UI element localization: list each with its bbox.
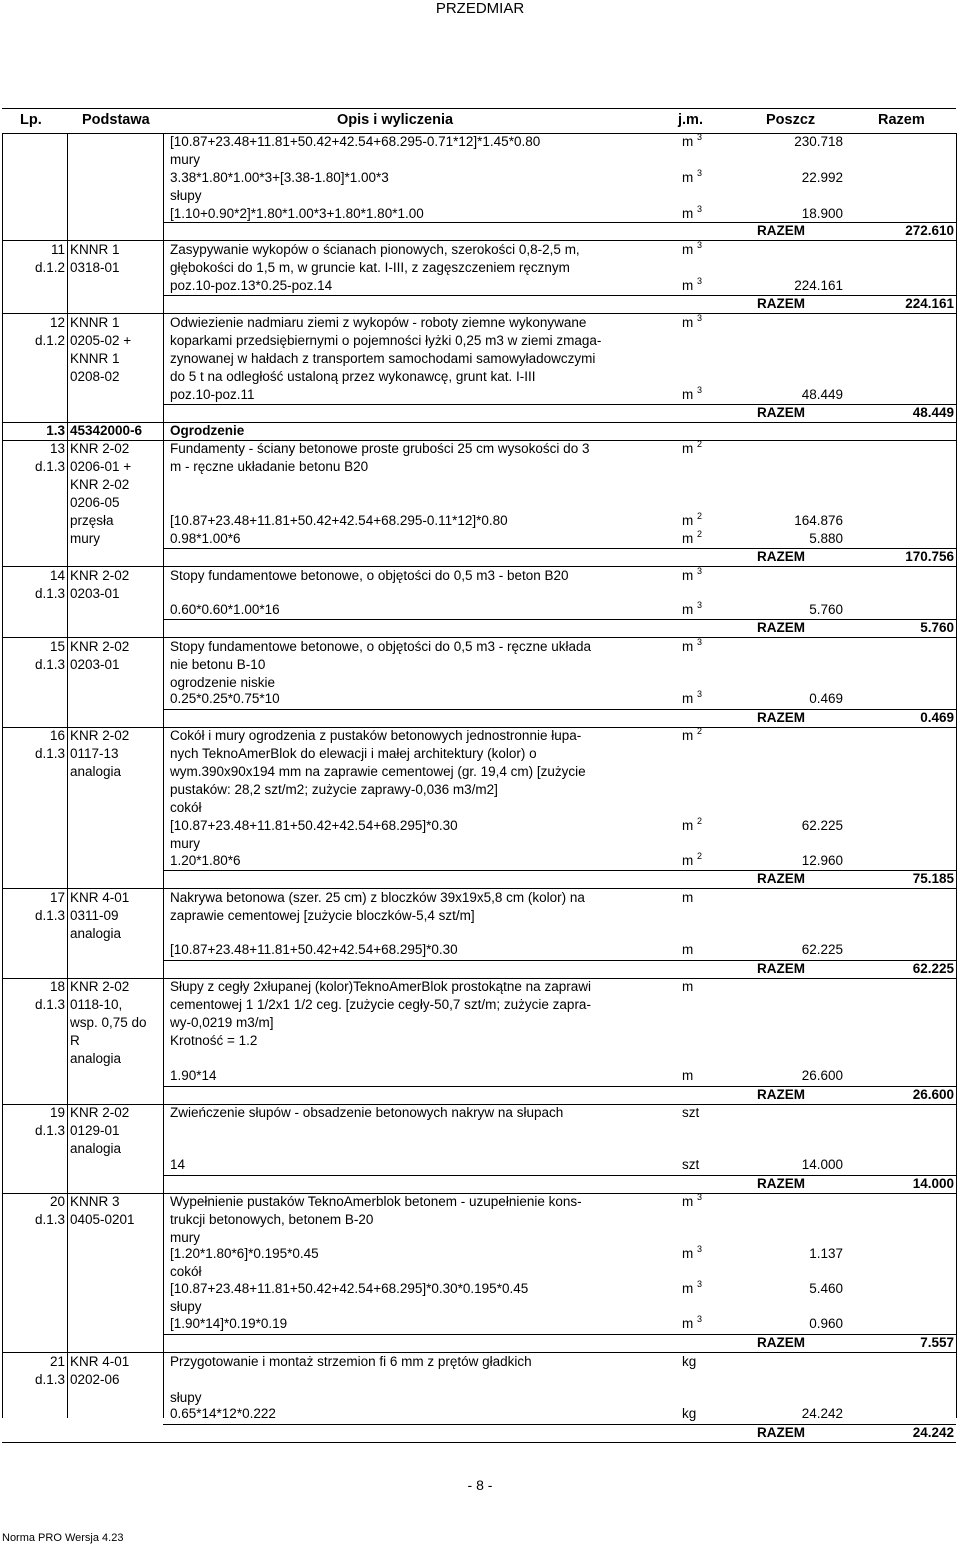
row-description: słupy	[170, 1390, 202, 1405]
row-description: [10.87+23.48+11.81+50.42+42.54+68.295]*0.30	[170, 818, 458, 833]
row-description: do 5 t na odległość ustaloną przez wykonawcę, grunt kat. I-III	[170, 369, 536, 384]
row-lp: 1.3	[46, 423, 65, 438]
row-lp: d.1.3	[34, 1123, 65, 1138]
item-rule	[2, 1442, 956, 1443]
row-description: koparkami przedsiębiernymi o pojemności łyżki 0,25 m3 w ziemi zmaga-	[170, 333, 602, 348]
row-podstawa: mury	[70, 531, 100, 546]
row-unit: szt	[682, 1105, 700, 1120]
row-lp: 11	[50, 242, 65, 257]
row-unit: m	[682, 890, 694, 905]
row-quantity: 62.225	[801, 818, 843, 833]
row-quantity: 5.880	[809, 531, 843, 546]
row-podstawa: analogia	[70, 1141, 122, 1156]
row-description: [10.87+23.48+11.81+50.42+42.54+68.295]*0.30*0.195*0.45	[170, 1281, 529, 1296]
razem-total: 224.161	[905, 296, 954, 311]
row-description: wy-0,0219 m3/m]	[170, 1015, 274, 1030]
row-description: [10.87+23.48+11.81+50.42+42.54+68.295-0.71*12]*1.45*0.80	[170, 134, 541, 149]
row-lp: 13	[49, 441, 65, 456]
subtotal-rule	[163, 960, 956, 961]
row-description: Słupy z cegły 2xłupanej (kolor)TeknoAmerBlok prostokątne na zaprawi	[170, 979, 591, 994]
subtotal-rule	[163, 404, 956, 405]
row-lp: d.1.2	[34, 260, 65, 275]
row-podstawa: KNR 2-02	[70, 1105, 130, 1120]
subtotal-rule	[163, 548, 956, 549]
row-description: nych TeknoAmerBlok do elewacji i małej architektury (kolor) o	[170, 746, 537, 761]
row-lp: d.1.3	[34, 459, 65, 474]
razem-total: 5.760	[920, 620, 954, 635]
row-unit: m $^3$	[682, 167, 703, 185]
header-jm: j.m.	[678, 112, 703, 128]
row-podstawa: analogia	[70, 764, 122, 779]
row-quantity: 0.469	[809, 691, 843, 706]
row-description: cokół	[170, 800, 202, 815]
razem-total: 24.242	[912, 1425, 954, 1440]
row-podstawa: KNNR 3	[70, 1194, 120, 1209]
row-unit: m $^3$	[682, 636, 703, 654]
row-quantity: 5.760	[809, 602, 843, 617]
row-podstawa: 0206-05	[70, 495, 120, 510]
razem-label: RAZEM	[757, 549, 805, 564]
row-description: 0.98*1.00*6	[170, 531, 241, 546]
row-unit: kg	[682, 1354, 697, 1369]
row-description: zynowanej w hałdach z transportem samochodami samowyładowczymi	[170, 351, 596, 366]
razem-total: 48.449	[912, 405, 954, 420]
row-unit: m $^2$	[682, 815, 703, 833]
razem-label: RAZEM	[757, 405, 805, 420]
row-unit: m $^3$	[682, 688, 703, 706]
row-description: 1.90*14	[170, 1068, 217, 1083]
row-unit: m	[682, 979, 694, 994]
row-unit: szt	[682, 1157, 700, 1172]
row-unit: m $^3$	[682, 1313, 703, 1331]
row-unit: m $^3$	[682, 1243, 703, 1261]
row-unit: m	[682, 942, 694, 957]
subtotal-rule	[163, 619, 956, 620]
row-unit: m $^2$	[682, 528, 703, 546]
row-quantity: 22.992	[801, 170, 843, 185]
row-podstawa: KNNR 1	[70, 351, 120, 366]
row-unit: m $^3$	[682, 1191, 703, 1209]
table-header	[2, 108, 956, 134]
razem-total: 62.225	[912, 961, 954, 976]
row-description: 0.25*0.25*0.75*10	[170, 691, 280, 706]
row-quantity: 62.225	[801, 942, 843, 957]
razem-label: RAZEM	[757, 1335, 805, 1350]
row-description: [1.90*14]*0.19*0.19	[170, 1316, 288, 1331]
column-divider	[956, 133, 957, 1418]
row-unit: m $^2$	[682, 438, 703, 456]
header-poszcz: Poszcz	[766, 112, 816, 128]
header-podstawa: Podstawa	[82, 112, 150, 128]
razem-total: 170.756	[905, 549, 954, 564]
row-unit: m $^2$	[682, 725, 703, 743]
subtotal-rule	[163, 1175, 956, 1176]
header-lp: Lp.	[20, 112, 42, 128]
row-lp: d.1.3	[34, 997, 65, 1012]
page-number: - 8 -	[467, 1477, 493, 1493]
row-lp: d.1.2	[34, 333, 65, 348]
column-divider	[67, 133, 68, 1418]
row-lp: 15	[49, 639, 65, 654]
row-description: Stopy fundamentowe betonowe, o objętości do 0,5 m3 - beton B20	[170, 568, 569, 583]
row-podstawa: analogia	[70, 926, 122, 941]
row-quantity: 164.876	[794, 513, 843, 528]
subtotal-rule	[163, 1086, 956, 1087]
row-podstawa: 0118-10,	[70, 997, 123, 1012]
column-divider	[163, 133, 164, 1418]
software-footer: Norma PRO Wersja 4.23	[2, 1532, 124, 1544]
row-quantity: 14.000	[801, 1157, 843, 1172]
razem-total: 272.610	[905, 223, 954, 238]
row-lp: d.1.3	[34, 1372, 65, 1387]
row-lp: 18	[49, 979, 65, 994]
row-lp: 16	[49, 728, 65, 743]
row-description: Przygotowanie i montaż strzemion fi 6 mm z prętów gładkich	[170, 1354, 532, 1369]
row-podstawa: 0208-02	[70, 369, 120, 384]
row-quantity: 24.242	[801, 1406, 843, 1421]
row-unit: kg	[682, 1406, 697, 1421]
razem-total: 0.469	[920, 710, 954, 725]
row-lp: 14	[49, 568, 65, 583]
row-description: Zasypywanie wykopów o ścianach pionowych, szerokości 0,8-2,5 m,	[170, 242, 580, 257]
row-description: mury	[170, 836, 200, 851]
row-unit: m $^3$	[682, 1278, 703, 1296]
subtotal-rule	[163, 1424, 956, 1425]
row-description: Ogrodzenie	[170, 423, 245, 438]
razem-label: RAZEM	[757, 1176, 805, 1191]
row-lp: d.1.3	[34, 908, 65, 923]
row-description: 3.38*1.80*1.00*3+[3.38-1.80]*1.00*3	[170, 170, 389, 185]
row-unit: m $^2$	[682, 850, 703, 868]
row-podstawa: KNR 2-02	[70, 639, 130, 654]
page-title: PRZEDMIAR	[435, 0, 525, 17]
row-quantity: 48.449	[801, 387, 843, 402]
row-unit: m $^3$	[682, 312, 703, 330]
section-rule	[2, 440, 956, 441]
row-description: ogrodzenie niskie	[170, 675, 276, 690]
row-quantity: 224.161	[794, 278, 843, 293]
row-lp: 20	[49, 1194, 65, 1209]
row-description: [10.87+23.48+11.81+50.42+42.54+68.295-0.11*12]*0.80	[170, 513, 508, 528]
row-description: poz.10-poz.11	[170, 387, 255, 402]
row-podstawa: 0203-01	[70, 586, 120, 601]
row-lp: d.1.3	[34, 657, 65, 672]
row-podstawa: KNNR 1	[70, 242, 120, 257]
subtotal-rule	[163, 222, 956, 223]
row-podstawa: 0206-01 +	[70, 459, 132, 474]
row-description: poz.10-poz.13*0.25-poz.14	[170, 278, 333, 293]
row-quantity: 230.718	[794, 134, 843, 149]
razem-label: RAZEM	[757, 296, 805, 311]
row-podstawa: 45342000-6	[70, 423, 143, 438]
row-podstawa: 0405-0201	[70, 1212, 135, 1227]
razem-total: 7.557	[920, 1335, 954, 1350]
row-description: 14	[170, 1157, 186, 1172]
row-description: Odwiezienie nadmiaru ziemi z wykopów - roboty ziemne wykonywane	[170, 315, 587, 330]
row-quantity: 1.137	[809, 1246, 843, 1261]
row-lp: d.1.3	[34, 1212, 65, 1227]
row-podstawa: KNNR 1	[70, 315, 120, 330]
row-podstawa: KNR 2-02	[70, 979, 130, 994]
row-description: Stopy fundamentowe betonowe, o objętości do 0,5 m3 - ręczne układa	[170, 639, 592, 654]
row-unit: m $^3$	[682, 565, 703, 583]
row-podstawa: wsp. 0,75 do	[70, 1015, 147, 1030]
razem-label: RAZEM	[757, 620, 805, 635]
row-unit: m $^3$	[682, 131, 703, 149]
row-podstawa: 0203-01	[70, 657, 120, 672]
subtotal-rule	[163, 295, 956, 296]
row-unit: m $^3$	[682, 275, 703, 293]
row-lp: 21	[49, 1354, 65, 1369]
row-lp: d.1.3	[34, 586, 65, 601]
row-description: zaprawie cementowej [zużycie bloczków-5,4 szt/m]	[170, 908, 475, 923]
row-description: nie betonu B-10	[170, 657, 266, 672]
row-description: [1.20*1.80*6]*0.195*0.45	[170, 1246, 319, 1261]
row-quantity: 0.960	[809, 1316, 843, 1331]
row-description: 0.60*0.60*1.00*16	[170, 602, 280, 617]
row-description: Zwieńczenie słupów - obsadzenie betonowych nakryw na słupach	[170, 1105, 564, 1120]
row-quantity: 26.600	[801, 1068, 843, 1083]
row-unit: m $^2$	[682, 510, 703, 528]
razem-label: RAZEM	[757, 1425, 805, 1440]
row-lp: 12	[49, 315, 65, 330]
row-description: 0.65*14*12*0.222	[170, 1406, 276, 1421]
row-unit: m $^3$	[682, 203, 703, 221]
row-quantity: 5.460	[809, 1281, 843, 1296]
row-unit: m $^3$	[682, 384, 703, 402]
row-podstawa: 0202-06	[70, 1372, 120, 1387]
subtotal-rule	[163, 870, 956, 871]
razem-total: 14.000	[912, 1176, 954, 1191]
row-unit: m $^3$	[682, 599, 703, 617]
row-podstawa: KNR 4-01	[70, 1354, 130, 1369]
row-description: słupy	[170, 1299, 202, 1314]
row-unit: m $^3$	[682, 239, 703, 257]
row-description: cokół	[170, 1264, 202, 1279]
row-description: Wypełnienie pustaków TeknoAmerblok betonem - uzupełnienie kons-	[170, 1194, 582, 1209]
row-lp: 17	[49, 890, 65, 905]
row-description: 1.20*1.80*6	[170, 853, 241, 868]
row-description: Cokół i mury ogrodzenia z pustaków betonowych jednostronnie łupa-	[170, 728, 582, 743]
row-podstawa: 0318-01	[70, 260, 120, 275]
row-podstawa: KNR 4-01	[70, 890, 130, 905]
row-podstawa: przęsła	[70, 513, 114, 528]
razem-label: RAZEM	[757, 710, 805, 725]
row-podstawa: 0205-02 +	[70, 333, 132, 348]
row-podstawa: R	[70, 1033, 80, 1048]
row-podstawa: KNR 2-02	[70, 477, 130, 492]
row-quantity: 12.960	[801, 853, 843, 868]
row-podstawa: KNR 2-02	[70, 568, 130, 583]
row-description: m - ręczne układanie betonu B20	[170, 459, 369, 474]
row-description: Nakrywa betonowa (szer. 25 cm) z bloczków 39x19x5,8 cm (kolor) na	[170, 890, 585, 905]
subtotal-rule	[163, 709, 956, 710]
row-description: trukcji betonowych, betonem B-20	[170, 1212, 374, 1227]
row-description: [10.87+23.48+11.81+50.42+42.54+68.295]*0.30	[170, 942, 458, 957]
subtotal-rule	[163, 1334, 956, 1335]
razem-label: RAZEM	[757, 223, 805, 238]
row-podstawa: KNR 2-02	[70, 728, 130, 743]
razem-label: RAZEM	[757, 871, 805, 886]
row-description: [1.10+0.90*2]*1.80*1.00*3+1.80*1.80*1.00	[170, 206, 424, 221]
row-description: głębokości do 1,5 m, w gruncie kat. I-III, z zagęszczeniem ręcznym	[170, 260, 570, 275]
row-podstawa: 0129-01	[70, 1123, 120, 1138]
row-description: cementowej 1 1/2x1 1/2 ceg. [zużycie cegły-50,7 szt/m; zużycie zapra-	[170, 997, 591, 1012]
header-opis: Opis i wyliczenia	[337, 112, 454, 128]
row-lp: d.1.3	[34, 746, 65, 761]
row-description: pustaków: 28,2 szt/m2; zużycie zaprawy-0,036 m3/m2]	[170, 782, 498, 797]
row-description: słupy	[170, 188, 202, 203]
row-quantity: 18.900	[801, 206, 843, 221]
header-razem: Razem	[878, 112, 925, 128]
razem-label: RAZEM	[757, 961, 805, 976]
row-description: mury	[170, 152, 200, 167]
row-lp: 19	[49, 1105, 65, 1120]
row-unit: m	[682, 1068, 694, 1083]
row-description: mury	[170, 1230, 200, 1245]
row-podstawa: KNR 2-02	[70, 441, 130, 456]
row-podstawa: analogia	[70, 1051, 122, 1066]
razem-total: 26.600	[912, 1087, 954, 1102]
razem-label: RAZEM	[757, 1087, 805, 1102]
row-podstawa: 0311-09	[70, 908, 119, 923]
item-rule	[2, 422, 956, 423]
row-description: wym.390x90x194 mm na zaprawie cementowej (gr. 19,4 cm) [zużycie	[170, 764, 586, 779]
row-description: Krotność = 1.2	[170, 1033, 258, 1048]
row-description: Fundamenty - ściany betonowe proste grubości 25 cm wysokości do 3	[170, 441, 590, 456]
row-podstawa: 0117-13	[70, 746, 119, 761]
razem-total: 75.185	[912, 871, 954, 886]
